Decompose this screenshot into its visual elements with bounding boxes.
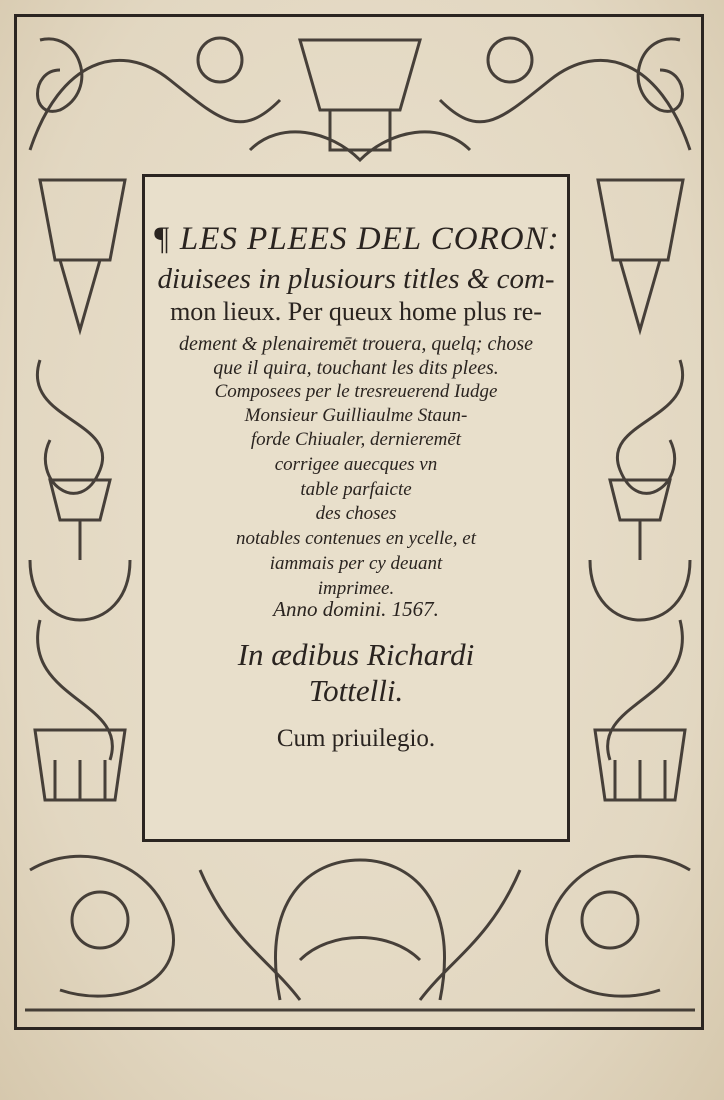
subtitle-line: que il quira, touchant les dits plees. [213,357,499,379]
author-line: forde Chiualer, dernieremēt [250,429,462,450]
imprint-printer: In ædibus Richardi [237,637,475,672]
publication-date: Anno domini. 1567. [273,597,439,621]
description-line: iammais per cy deuant [269,553,443,574]
author-line: Composees per le tresreuerend Iudge [214,381,498,402]
description-line: table parfaicte [300,479,412,500]
author-line: Monsieur Guilliaulme Staun- [244,405,468,426]
imprint-printer-name: Tottelli. [308,673,404,708]
description-line: des choses [315,503,397,524]
subtitle-line: diuisees in plusiours titles & com- [157,263,555,295]
title-text-panel [142,174,570,842]
subtitle-line: mon lieux. Per queux home plus re- [170,297,542,326]
book-title: ¶ LES PLEES DEL CORON: [152,221,560,257]
description-line: notables contenues en ycelle, et [235,528,477,549]
subtitle-line: dement & plenairemēt trouera, quelq; chose [179,333,533,355]
privilege-notice: Cum priuilegio. [276,725,436,752]
description-line: imprimee. [317,578,395,599]
description-line: corrigee auecques vn [274,454,438,475]
